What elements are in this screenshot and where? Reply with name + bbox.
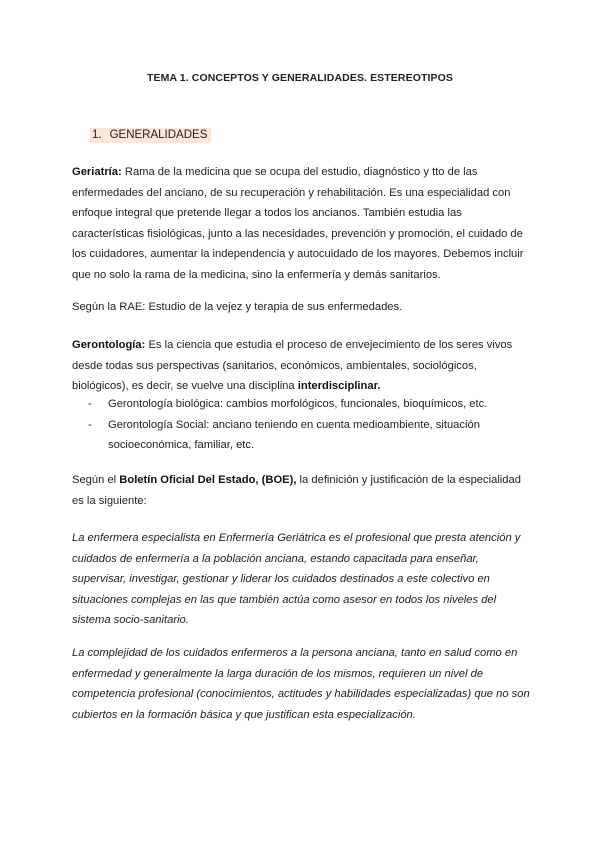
boe-post: la definición y justificación de la especialidad es la siguiente: <box>72 474 521 507</box>
gerontologia-term: Gerontología: <box>72 339 146 351</box>
page-title: TEMA 1. CONCEPTOS Y GENERALIDADES. ESTEREOTIPOS <box>147 72 453 84</box>
geriatria-paragraph <box>72 162 532 286</box>
geriatria-text: Rama de la medicina que se ocupa del estudio, diagnóstico y tto de las enfermedades del anciano, de su recuperación y rehabilitación. Es una especialidad con enfoque integral que pretende llegar a todos los ancianos. También estudia las características fisiológicas, junto a las necesidades, prevención y promoción, el cuidado de los cuidadores, aumentar la independencia y autocuidado de los mayores. Debemos incluir que no solo la rama de la medicina, sino la enfermería y demás sanitarios. <box>72 166 524 281</box>
rae-paragraph: Según la RAE: Estudio de la vejez y terapia de sus enfermedades. <box>72 301 403 313</box>
gerontologia-list <box>88 394 528 456</box>
list-marker: - <box>88 398 92 410</box>
section-heading <box>90 128 211 143</box>
boe-bold: Boletín Oficial Del Estado, (BOE), <box>119 474 297 486</box>
geriatria-term: Geriatría: <box>72 166 122 178</box>
list-marker: - <box>88 418 92 431</box>
boe-pre: Según el <box>72 474 120 486</box>
boe-paragraph <box>72 470 532 511</box>
section-label: GENERALIDADES <box>109 129 208 141</box>
quote-paragraph-2: La complejidad de los cuidados enfermeros a la persona anciana, tanto en salud como en enfermedad y generalmente la larga duración de los mismos, requieren un nivel de competencia profesional (conocimientos, actitudes y habilidades especializadas) que no son cubiertos en la formación básica y que justifican esta especialización. <box>72 647 530 721</box>
gerontologia-paragraph <box>72 335 532 397</box>
gerontologia-bold-end: interdisciplinar. <box>297 380 381 393</box>
section-number: 1. <box>92 129 102 141</box>
list-item <box>88 394 528 415</box>
gerontologia-text: Es la ciencia que estudia el proceso de envejecimiento de los seres vivos desde todas sus perspectivas (sanitarios, económicos, ambientales, sociológicos, biológicos), es decir, se vuelve una disciplina <box>72 339 513 393</box>
list-item <box>88 415 528 456</box>
list-item-text: Gerontología Social: anciano teniendo en cuenta medioambiente, situación socioeconómica, familiar, etc. <box>108 418 480 452</box>
quote-paragraph-1: La enfermera especialista en Enfermería Geriátrica es el profesional que presta atención y cuidados de enfermería a la población anciana, estando capacitada para enseñar, supervisar, investigar, gestionar y liderar los cuidados destinados a este colectivo en situaciones complejas en las que también actúa como asesor en todos los niveles del sistema socio-sanitario. <box>72 532 521 627</box>
list-item-text: Gerontología biológica: cambios morfológicos, funcionales, bioquímicos, etc. <box>108 398 488 410</box>
